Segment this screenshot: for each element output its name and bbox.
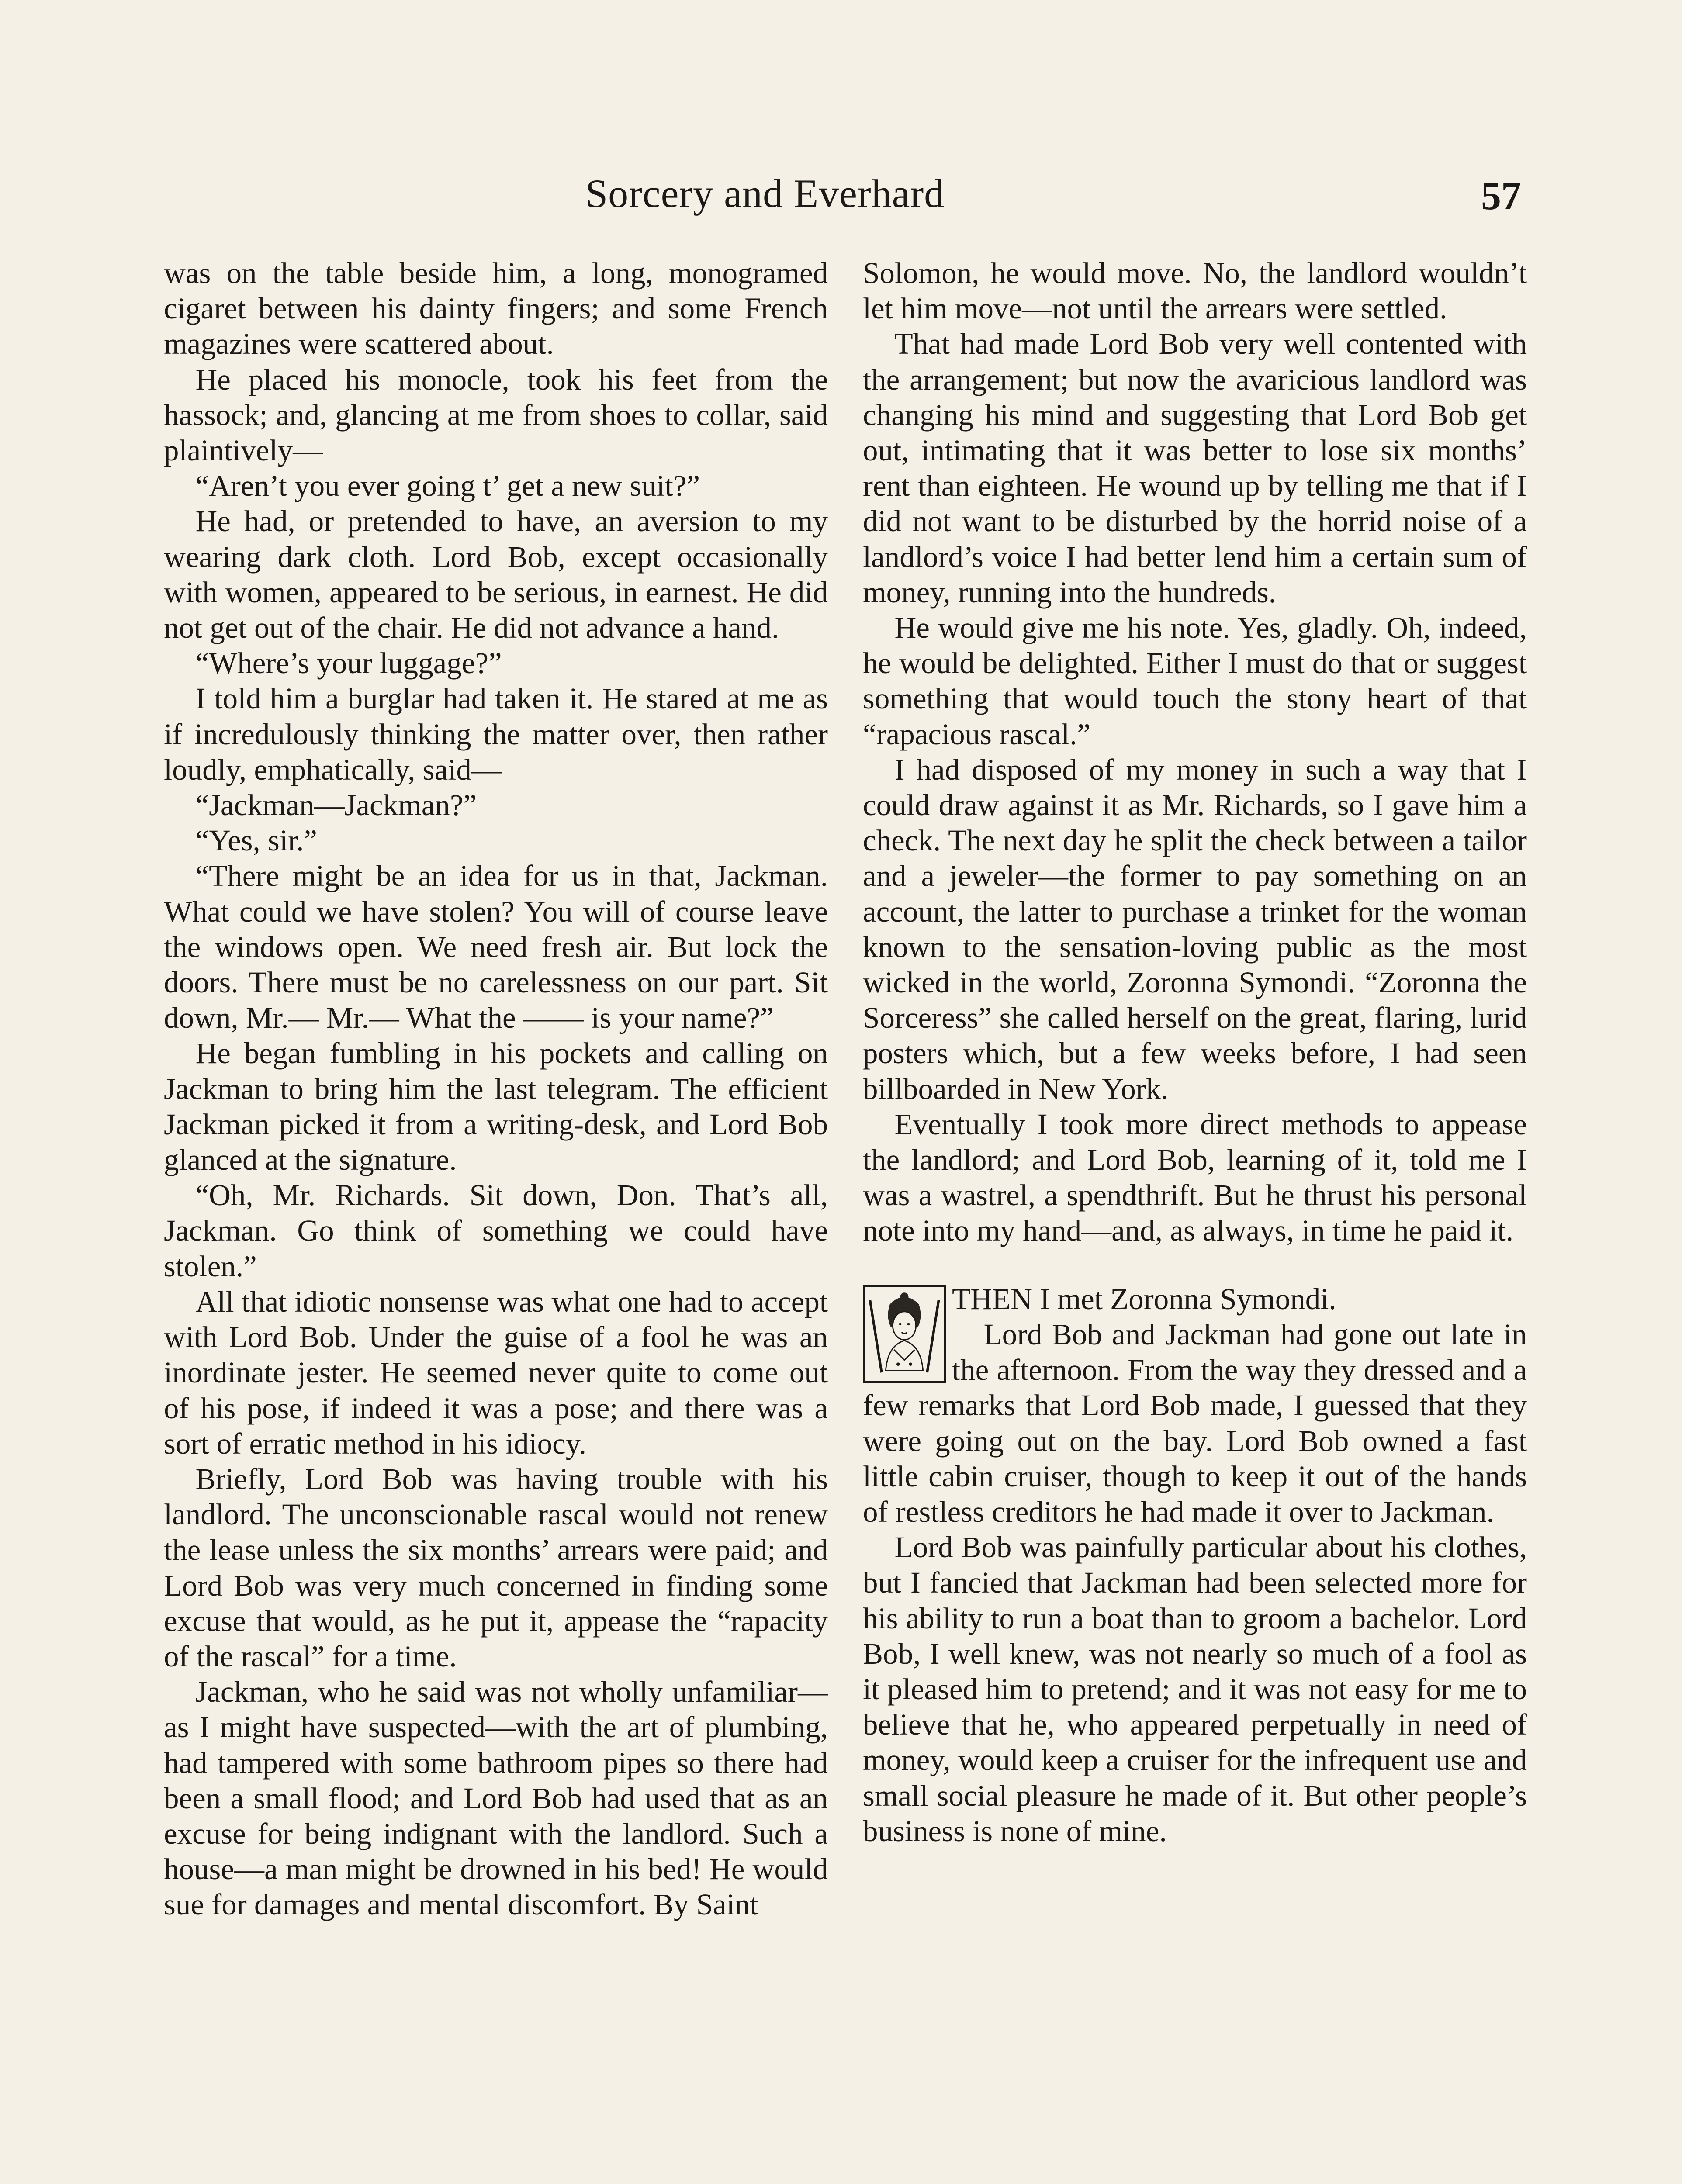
dropcap-paragraph: THEN I met Zoronna Symondi.: [952, 1282, 1336, 1316]
paragraph: Lord Bob was painfully particular about his clothes, but I fancied that Jackman had been selected more for his ability to run a boat than to groom a bachelor. Lord Bob, I well knew, was not nearly so much of a fool as it pleased him to pretend; and it was not easy for me to believe that he, who appeared perpetually in need of money, would keep a cruiser for the infrequent use and small social pleasure he made of it. But other people’s business is none of mine.: [863, 1531, 1527, 1848]
paragraph: “Where’s your luggage?”: [195, 646, 502, 680]
paragraph: That had made Lord Bob very well contented with the arrangement; but now the avaricious landlord was changing his mind and suggesting that Lord Bob get out, intimating that it was better to lose six months’ rent than eighteen. He wound up by telling me that if I did not want to be disturbed by the horrid noise of a landlord’s voice I had better lend him a certain sum of money, running into the hundreds.: [863, 327, 1527, 609]
paragraph: Jackman, who he said was not wholly unfamiliar—as I might have suspected—with the art of plumbing, had tampered with some bathroom pipes so there had been a small flood; and Lord Bob had used that as an excuse for being indignant with the landlord. Such a house—a man might be drowned in his bed! He would sue for damages and mental discomfort. By Saint: [164, 1675, 828, 1921]
left-text-column: [164, 256, 828, 1923]
page-number: 57: [1481, 173, 1521, 218]
right-text-column: [863, 256, 1527, 1849]
running-header-title: Sorcery and Everhard: [585, 171, 945, 216]
paragraph: “Jackman—Jackman?”: [195, 788, 477, 822]
paragraph: He had, or pretended to have, an aversion to my wearing dark cloth. Lord Bob, except occasionally with women, appeared to be serious, in earnest. He did not get out of the chair. He did not advance a hand.: [164, 505, 828, 645]
paragraph: He began fumbling in his pockets and calling on Jackman to bring him the last telegram. The efficient Jackman picked it from a writing-desk, and Lord Bob glanced at the signature.: [164, 1037, 828, 1177]
paragraph: He would give me his note. Yes, gladly. Oh, indeed, he would be delighted. Either I must do that or suggest something that would touch the stony heart of that “rapacious rascal.”: [863, 611, 1527, 751]
paragraph: Solomon, he would move. No, the landlord wouldn’t let him move—not until the arrears were settled.: [863, 256, 1527, 325]
paragraph: was on the table beside him, a long, monogramed cigaret between his dainty fingers; and some French magazines were scattered about.: [164, 256, 828, 361]
paragraph: “Yes, sir.”: [195, 824, 318, 857]
dropcap-illustration: [863, 1285, 946, 1383]
section-break: [863, 1249, 1527, 1282]
paragraph: “There might be an idea for us in that, Jackman. What could we have stolen? You will of course leave the windows open. We need fresh air. But lock the doors. There must be no carelessness on our part. Sit down, Mr.— Mr.— What the —— is your name?”: [164, 859, 828, 1035]
paragraph: “Aren’t you ever going t’ get a new suit?”: [195, 469, 700, 503]
paragraph: Briefly, Lord Bob was having trouble with his landlord. The unconscionable rascal would not renew the lease unless the six months’ arrears were paid; and Lord Bob was very much concerned in finding some excuse that would, as he put it, appease the “rapacity of the rascal” for a time.: [164, 1462, 828, 1673]
paragraph: Lord Bob and Jackman had gone out late in the afternoon. From the way they dressed and a few remarks that Lord Bob made, I guessed that they were going out on the bay. Lord Bob owned a fast little cabin cruiser, though to keep it out of the hands of restless creditors he had made it over to Jackman.: [863, 1317, 1527, 1528]
paragraph: I had disposed of my money in such a way that I could draw against it as Mr. Richards, so I gave him a check. The next day he split the check between a tailor and a jeweler—the former to pay something on an account, the latter to purchase a trinket for the woman known to the sensation-loving public as the most wicked in the world, Zoronna Symondi. “Zoronna the Sorceress” she called herself on the great, flaring, lurid posters which, but a few weeks before, I had seen billboarded in New York.: [863, 753, 1527, 1106]
woman-portrait-icon: [865, 1287, 944, 1381]
paragraph: He placed his monocle, took his feet from the hassock; and, glancing at me from shoes to collar, said plaintively—: [164, 363, 828, 467]
paragraph: “Oh, Mr. Richards. Sit down, Don. That’s all, Jackman. Go think of something we could have stolen.”: [164, 1178, 828, 1283]
paragraph: Eventually I took more direct methods to appease the landlord; and Lord Bob, learning of it, told me I was a wastrel, a spendthrift. But he thrust his personal note into my hand—and, as always, in time he paid it.: [863, 1107, 1527, 1248]
paragraph: All that idiotic nonsense was what one had to accept with Lord Bob. Under the guise of a fool he was an inordinate jester. He seemed never quite to come out of his pose, if indeed it was a pose; and there was a sort of erratic method in his idiocy.: [164, 1285, 828, 1460]
paragraph: I told him a burglar had taken it. He stared at me as if incredulously thinking the matter over, then rather loudly, emphatically, said—: [164, 682, 828, 786]
